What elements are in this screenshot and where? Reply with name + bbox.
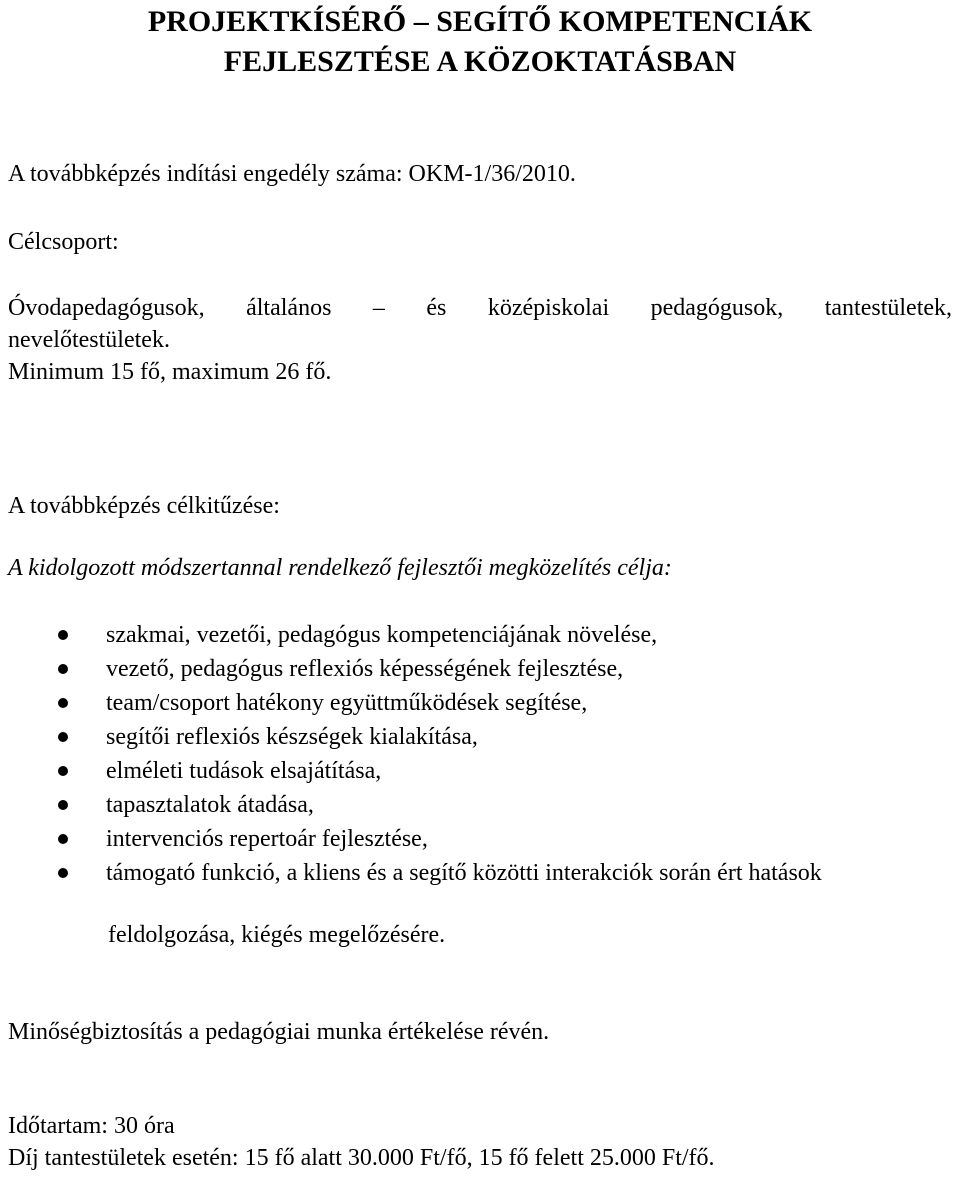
document-title xyxy=(0,2,960,82)
bullet-icon xyxy=(58,698,68,708)
goal-heading: A továbbképzés célkitűzése: xyxy=(8,493,280,519)
title-line-2: FEJLESZTÉSE A KÖZOKTATÁSBAN xyxy=(223,45,737,78)
bullet-icon xyxy=(58,800,68,810)
list-item xyxy=(0,652,960,686)
bullet-icon xyxy=(58,732,68,742)
list-item xyxy=(0,788,960,822)
bullet-icon xyxy=(58,868,68,878)
fee-text: Díj tantestületek esetén: 15 fő alatt 30.000 Ft/fő, 15 fő felett 25.000 Ft/fő. xyxy=(8,1145,715,1171)
duration-text: Időtartam: 30 óra xyxy=(8,1113,175,1139)
list-item-continuation: feldolgozása, kiégés megelőzésére. xyxy=(108,922,446,948)
target-group-word: általános xyxy=(246,295,332,321)
target-group-heading: Célcsoport: xyxy=(8,229,119,255)
target-group-line-1 xyxy=(8,292,952,324)
list-item xyxy=(0,686,960,720)
permit-number-text: A továbbképzés indítási engedély száma: OKM-1/36/2010. xyxy=(8,161,576,187)
list-item-text: segítői reflexiós készségek kialakítása, xyxy=(106,724,478,750)
bullet-icon xyxy=(58,766,68,776)
bullet-icon xyxy=(58,630,68,640)
list-item-text: tapasztalatok átadása, xyxy=(106,792,314,818)
goal-subheading: A kidolgozott módszertannal rendelkező fejlesztői megközelítés célja: xyxy=(8,555,672,581)
list-item-text: szakmai, vezetői, pedagógus kompetenciájának növelése, xyxy=(106,622,658,648)
title-line-1: PROJEKTKÍSÉRŐ – SEGÍTŐ KOMPETENCIÁK xyxy=(147,5,813,38)
target-group-word: középiskolai xyxy=(487,295,610,321)
target-group-line-2: nevelőtestületek. xyxy=(8,327,170,353)
bullet-icon xyxy=(58,834,68,844)
participant-limits: Minimum 15 fő, maximum 26 fő. xyxy=(8,359,332,385)
bullet-icon xyxy=(58,664,68,674)
target-group-word: pedagógusok, xyxy=(650,295,784,321)
list-item xyxy=(0,754,960,788)
list-item-text: vezető, pedagógus reflexiós képességének fejlesztése, xyxy=(106,656,624,682)
list-item xyxy=(0,856,960,890)
list-item-text: támogató funkció, a kliens és a segítő közötti interakciók során ért hatások xyxy=(106,860,822,886)
list-item xyxy=(0,720,960,754)
list-item xyxy=(0,822,960,856)
target-group-word: tantestületek, xyxy=(824,295,953,321)
list-item-text: team/csoport hatékony együttműködések segítése, xyxy=(106,690,588,716)
target-group-word: és xyxy=(426,295,447,321)
target-group-word: – xyxy=(372,295,385,321)
goal-bullet-list xyxy=(0,618,960,890)
list-item-text: elméleti tudások elsajátítása, xyxy=(106,758,382,784)
quality-assurance-text: Minőségbiztosítás a pedagógiai munka értékelése révén. xyxy=(8,1019,550,1045)
target-group-word: Óvodapedagógusok, xyxy=(8,295,205,321)
list-item xyxy=(0,618,960,652)
list-item-text: intervenciós repertoár fejlesztése, xyxy=(106,826,428,852)
